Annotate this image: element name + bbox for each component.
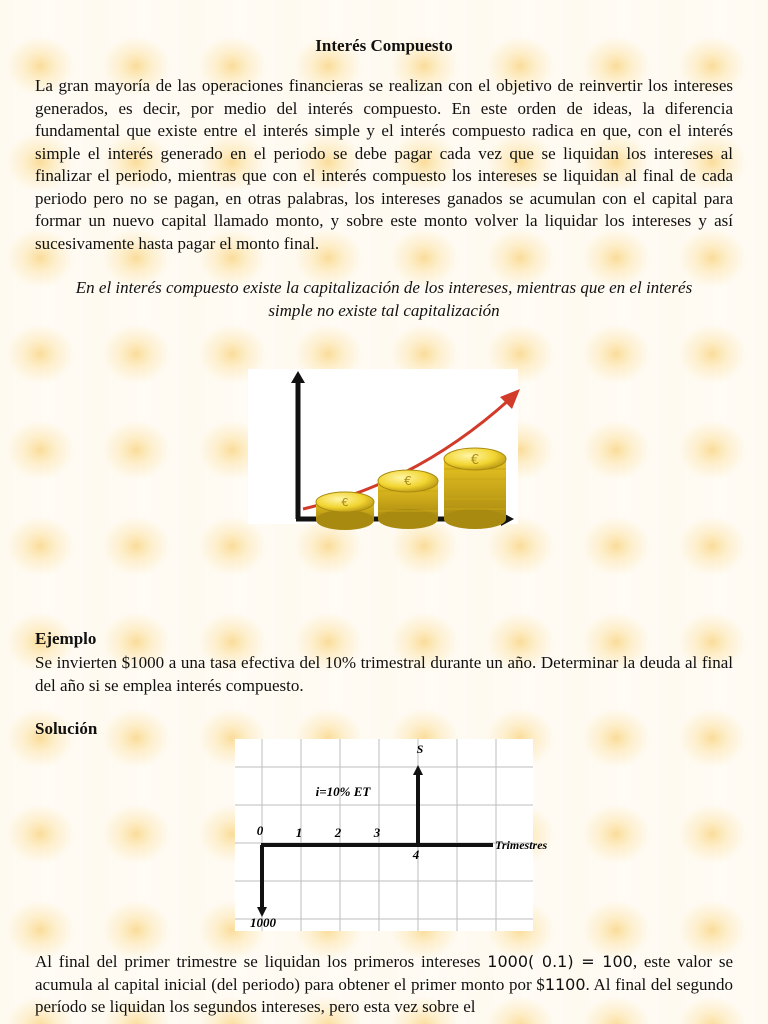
formula-amount: 1100: [544, 974, 586, 994]
diagram-background: [235, 739, 533, 931]
solution-text: [35, 951, 733, 1019]
period-label-4: 4: [412, 847, 420, 862]
cash-flow-diagram: [235, 739, 548, 931]
svg-text:€: €: [470, 453, 480, 468]
present-value-label: 1000: [250, 915, 276, 930]
rate-label: i=10% ET: [315, 784, 371, 799]
solution-heading: Solución: [35, 719, 98, 738]
time-axis-label: Trimestres: [495, 838, 548, 852]
solution-text-part-2: , este valor se acumula al capital inicial (del periodo) para obtener el primer monto por $: [35, 952, 733, 994]
coin-stack-medium: [378, 470, 438, 529]
example-text: Se invierten $1000 a una tasa efectiva del 10% trimestral durante un año. Determinar la deuda al final del año si se emplea interés compuesto.: [35, 653, 733, 695]
period-label-2: 2: [334, 825, 342, 840]
svg-text:€: €: [404, 474, 412, 488]
coin-stack-small: [316, 492, 374, 530]
svg-text:€: €: [341, 496, 349, 509]
growth-coins-illustration: [248, 369, 518, 524]
formula-interest: 1000( 0.1) = 100: [487, 952, 633, 971]
coin-stack-large: [444, 448, 506, 529]
future-value-label: S: [416, 742, 424, 756]
solution-text-part-3: . Al final del segundo período se liquidan los segundos intereses, pero esta vez sobre el: [35, 974, 733, 1016]
solution-text-part-1: Al final del primer trimestre se liquidan los primeros intereses: [35, 952, 488, 971]
highlight-quote: En el interés compuesto existe la capitalización de los intereses, mientras que en el interés simple no existe tal capitalización: [75, 278, 693, 320]
period-label-3: 3: [373, 825, 381, 840]
example-heading: Ejemplo: [35, 629, 97, 648]
document-page: [35, 36, 733, 1016]
page-title: Interés Compuesto: [315, 36, 453, 55]
period-label-0: 0: [256, 823, 264, 838]
period-label-1: 1: [295, 825, 303, 840]
intro-paragraph: La gran mayoría de las operaciones financieras se realizan con el objetivo de reinvertir los intereses generados, es decir, por medio del interés compuesto. En este orden de ideas, la diferencia fundamental que existe entre el interés simple y el interés compuesto radica en que, con el interés simple el interés generado en el periodo se debe pagar cada vez que se liquidan los intereses al finalizar el periodo, mientras que con el interés compuesto los intereses se liquidan al final de cada periodo pero no se pagan, en otras palabras, los intereses ganados se acumulan con el capital para formar un nuevo capital llamado monto, y sobre este monto volver la liquidar los intereses y así sucesivamente hasta pagar el monto final.: [35, 76, 733, 253]
